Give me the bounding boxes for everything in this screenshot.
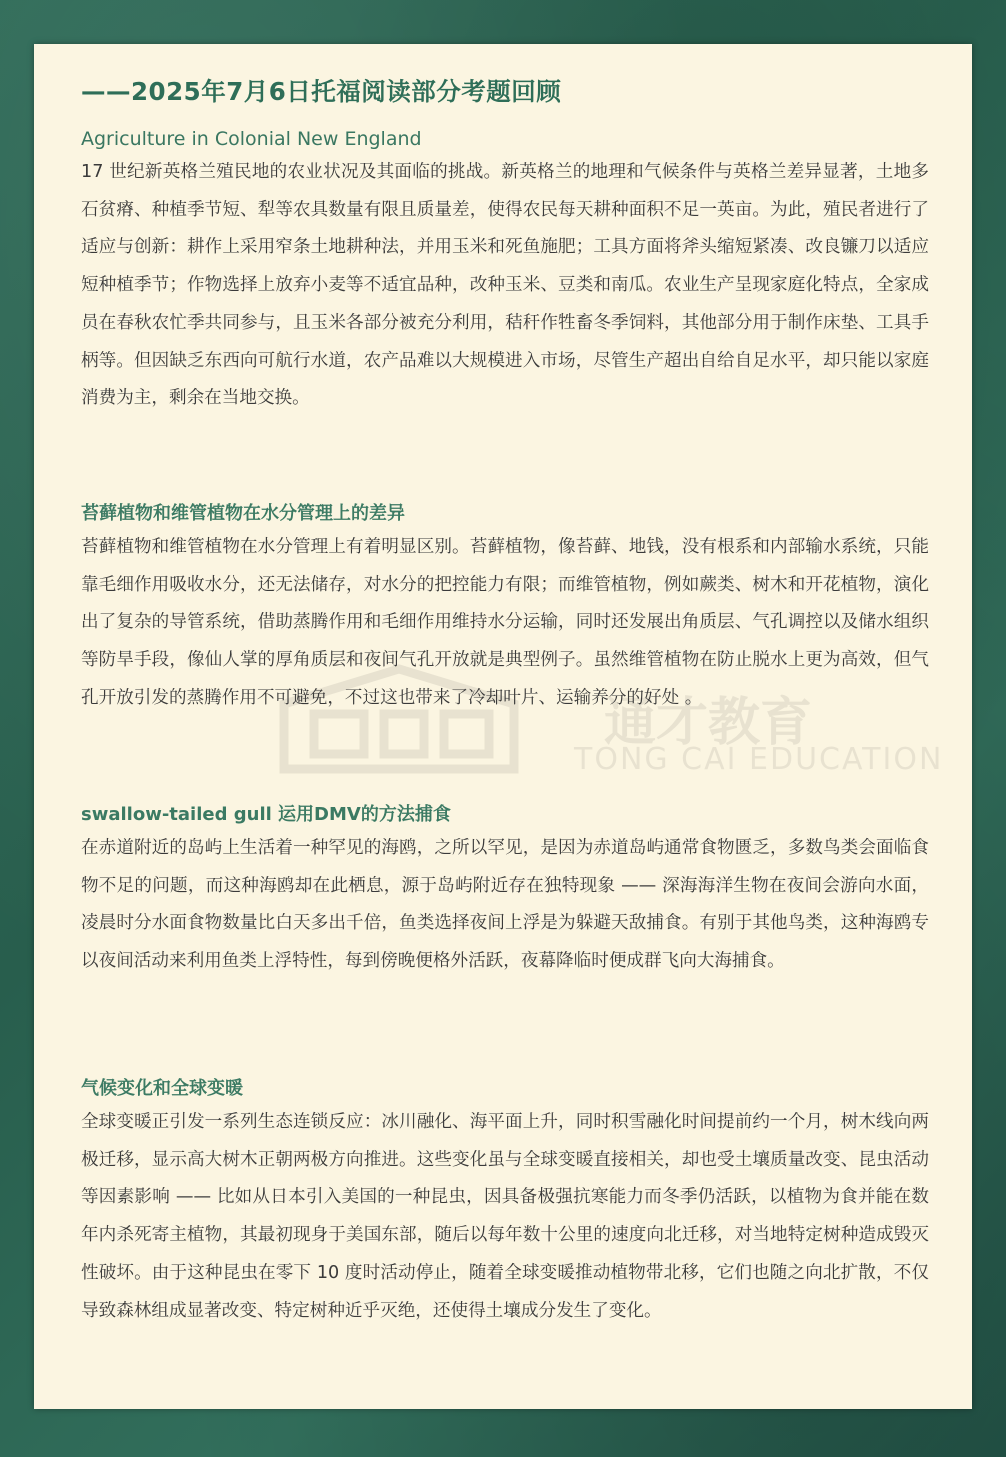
watermark-en: TONG CAI EDUCATION: [574, 742, 944, 777]
section-heading: Agriculture in Colonial New England: [81, 128, 422, 150]
section-climate-change: [81, 1076, 929, 1330]
section-body: 在赤道附近的岛屿上生活着一种罕见的海鸥，之所以罕见，是因为赤道岛屿通常食物匮乏，多数鸟类会面临食物不足的问题，而这种海鸥却在此栖息，源于岛屿附近存在独特现象 —— 深海海洋生物在夜间会游向水面，凌晨时分水面食物数量比白天多出千倍，鱼类选择夜间上浮是为躲避天敌捕食。有别于其他鸟类，这种海鸥专以夜间活动来利用鱼类上浮特性，每到傍晚便格外活跃，夜幕降临时便成群飞向大海捕食。: [81, 838, 929, 972]
section-heading: 苔藓植物和维管植物在水分管理上的差异: [81, 503, 405, 524]
watermark-cn: 通才教育: [604, 693, 813, 753]
section-body: 17 世纪新英格兰殖民地的农业状况及其面临的挑战。新英格兰的地理和气候条件与英格兰差异显著，土地多石贫瘠、种植季节短、犁等农具数量有限且质量差，使得农民每天耕种面积不足一英亩。为此，殖民者进行了适应与创新：耕作上采用窄条土地耕种法，并用玉米和死鱼施肥；工具方面将斧头缩短紧凑、改良镰刀以适应短种植季节；作物选择上放弃小麦等不适宜品种，改种玉米、豆类和南瓜。农业生产呈现家庭化特点，全家成员在春秋农忙季共同参与，且玉米各部分被充分利用，秸秆作牲畜冬季饲料，其他部分用于制作床垫、工具手柄等。但因缺乏东西向可航行水道，农产品难以大规模进入市场，尽管生产超出自给自足水平，却只能以家庭消费为主，剩余在当地交换。: [81, 162, 929, 409]
section-body: 全球变暖正引发一系列生态连锁反应：冰川融化、海平面上升，同时积雪融化时间提前约一个月，树木线向两极迁移，显示高大树木正朝两极方向推进。这些变化虽与全球变暖直接相关，却也受土壤质量改变、昆虫活动等因素影响 —— 比如从日本引入美国的一种昆虫，因具备极强抗寒能力而冬季仍活跃，以植物为食并能在数年内杀死寄主植物，其最初现身于美国东部，随后以每年数十公里的速度向北迁移，对当地特定树种造成毁灭性破坏。由于这种昆虫在零下 10 度时活动停止，随着全球变暖推动植物带北移，它们也随之向北扩散，不仅导致森林组成显著改变、特定树种近乎灭绝，还使得土壤成分发生了变化。: [81, 1112, 929, 1321]
section-agriculture: [81, 126, 929, 418]
document-page: [34, 44, 972, 1409]
page-title: ——2025年7月6日托福阅读部分考题回顾: [81, 77, 562, 106]
section-swallow-tailed-gull: [81, 802, 929, 981]
section-plants-water: [81, 501, 929, 718]
section-heading: swallow-tailed gull 运用DMV的方法捕食: [81, 804, 451, 825]
section-body: 苔藓植物和维管植物在水分管理上有着明显区别。苔藓植物，像苔藓、地钱，没有根系和内部输水系统，只能靠毛细作用吸收水分，还无法储存，对水分的把控能力有限；而维管植物，例如蕨类、树木和开花植物，演化出了复杂的导管系统，借助蒸腾作用和毛细作用维持水分运输，同时还发展出角质层、气孔调控以及储水组织等防旱手段，像仙人掌的厚角质层和夜间气孔开放就是典型例子。虽然维管植物在防止脱水上更为高效，但气孔开放引发的蒸腾作用不可避免，不过这也带来了冷却叶片、运输养分的好处 。: [81, 537, 929, 708]
section-heading: 气候变化和全球变暖: [81, 1078, 243, 1099]
